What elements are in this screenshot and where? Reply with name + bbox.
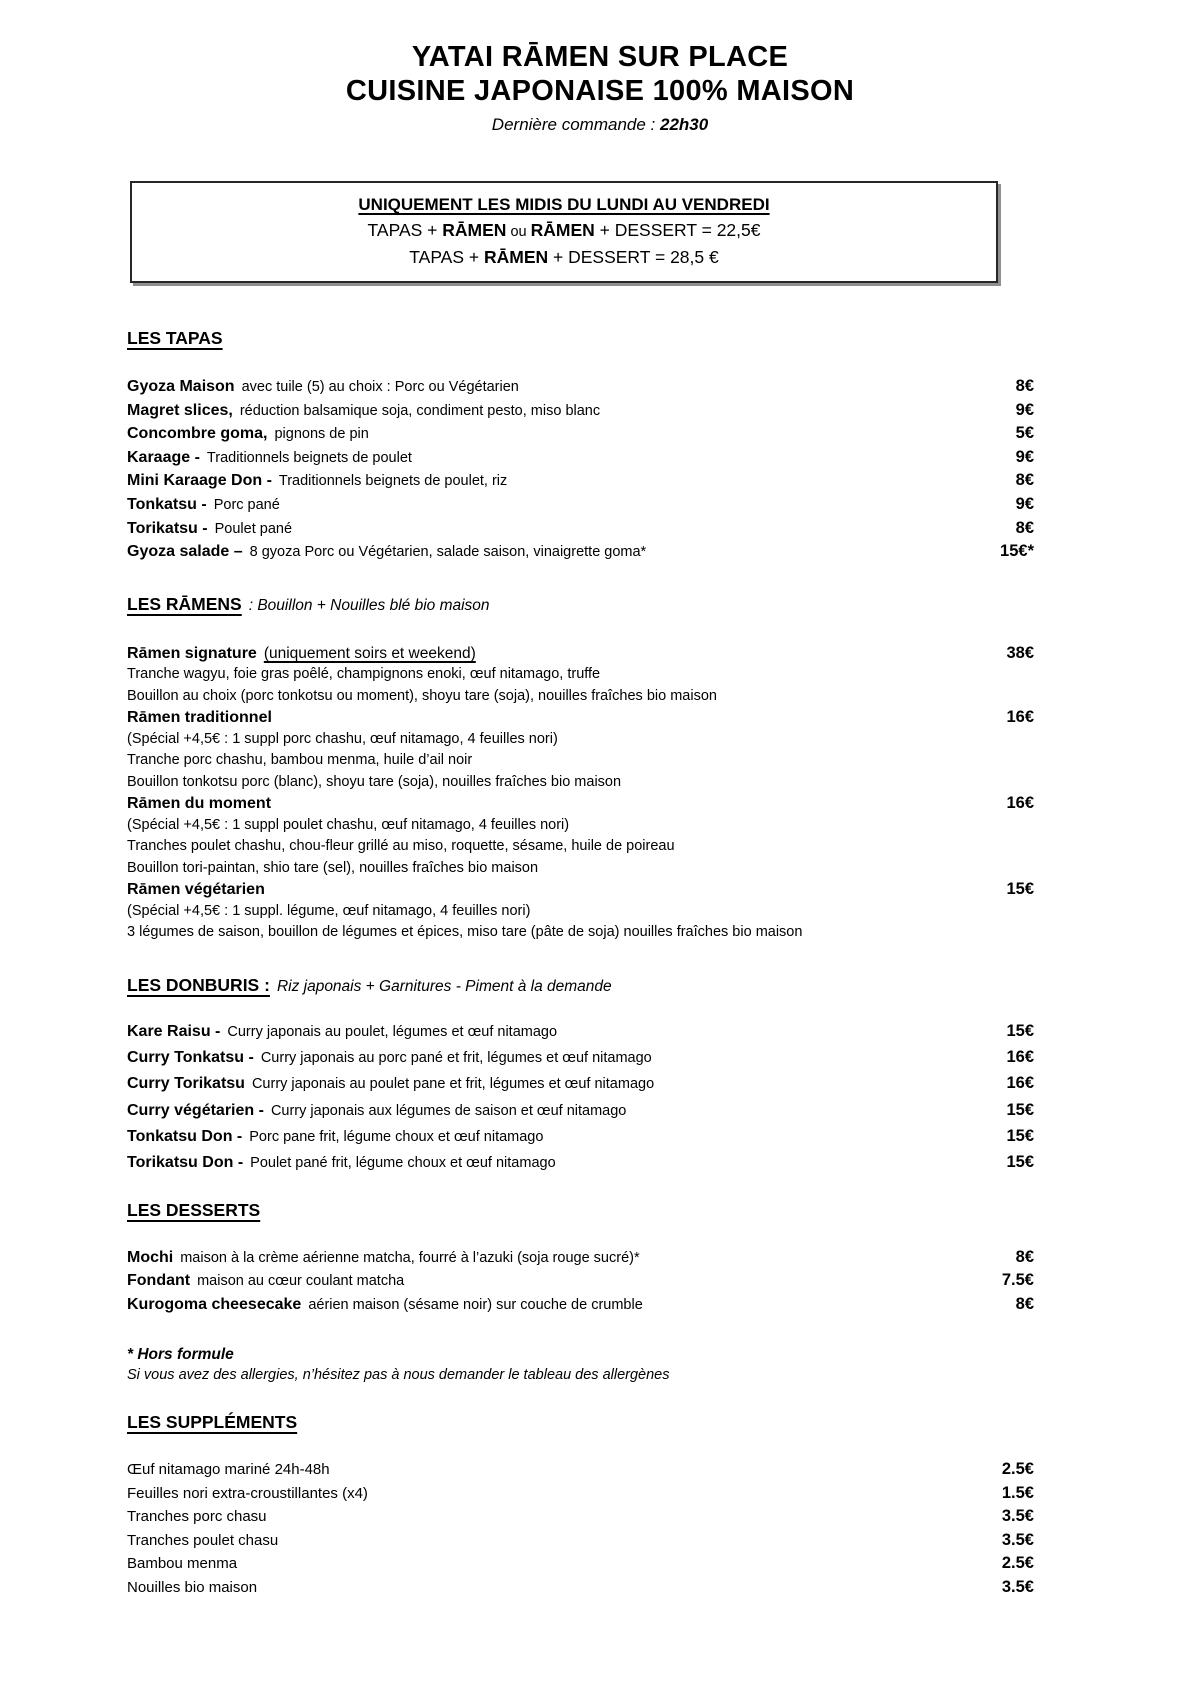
item-desc: pignons de pin (274, 426, 369, 443)
item-name: Tonkatsu - (127, 495, 207, 513)
formule-line-1 (142, 218, 986, 245)
menu-item (127, 1505, 1034, 1529)
ramens-heading-row (127, 594, 1034, 616)
item-name: Kurogoma cheesecake (127, 1295, 302, 1313)
item-name: Magret slices, (127, 401, 233, 419)
item-price: 15€ (1006, 1153, 1034, 1172)
menu-item (127, 1269, 1034, 1293)
item-price: 15€ (1006, 1021, 1034, 1040)
item-price: 9€ (1015, 447, 1034, 466)
item-desc: Poulet pané (214, 520, 293, 537)
item-name: Tranches porc chasu (127, 1508, 267, 1526)
hors-formule-note: * Hors formule (127, 1346, 234, 1364)
ramen-list (127, 643, 1034, 944)
supplements-heading: LES SUPPLÉMENTS (127, 1412, 298, 1433)
ramens-heading: LES RĀMENS (127, 593, 242, 614)
menu-item (127, 1576, 1034, 1600)
item-name: Kare Raisu - (127, 1022, 221, 1040)
restaurant-title-line2: CUISINE JAPONAISE 100% MAISON (345, 75, 855, 107)
donburis-heading: LES DONBURIS : (127, 974, 270, 995)
donburi-list (127, 1019, 1034, 1177)
item-price: 15€ (1006, 880, 1034, 899)
item-desc: Curry japonais au porc pané et frit, légumes et œuf nitamago (260, 1050, 652, 1067)
tapas-list (127, 375, 1034, 564)
supplements-heading-row (127, 1412, 1034, 1434)
item-availability-note: (uniquement soirs et weekend) (263, 644, 476, 662)
item-name: Tranches poulet chasu (127, 1531, 279, 1549)
footnotes (127, 1344, 1034, 1386)
formule-box (130, 181, 998, 283)
item-price: 15€ (1006, 1126, 1034, 1145)
item-price: 16€ (1006, 708, 1034, 727)
item-desc: maison au cœur coulant matcha (197, 1273, 405, 1290)
section-supplements (127, 1412, 1034, 1599)
menu-item (127, 375, 1034, 399)
item-desc: aérien maison (sésame noir) sur couche de crumble (308, 1296, 643, 1313)
item-desc: maison à la crème aérienne matcha, fourré à l’azuki (soja rouge sucré)* (180, 1249, 640, 1266)
item-price: 38€ (1006, 643, 1034, 662)
item-detail: Tranche wagyu, foie gras poêlé, champignons enoki, œuf nitamago, truffe (127, 666, 601, 683)
item-desc: réduction balsamique soja, condiment pesto, miso blanc (239, 402, 601, 419)
item-name: Rāmen végétarien (127, 881, 265, 899)
donburis-subtitle: Riz japonais + Garnitures - Piment à la demande (276, 977, 612, 995)
menu-item (127, 1124, 1034, 1150)
item-desc: avec tuile (5) au choix : Porc ou Végétarien (241, 379, 519, 395)
item-detail: Tranches poulet chashu, chou-fleur grillé au miso, roquette, sésame, huile de poireau (127, 838, 675, 855)
item-name: Mini Karaage Don - (127, 472, 272, 490)
item-price: 15€* (1000, 542, 1034, 561)
item-detail: Bouillon au choix (porc tonkotsu ou moment), shoyu tare (soja), nouilles fraîches bio maison (127, 687, 717, 704)
formule-heading: UNIQUEMENT LES MIDIS DU LUNDI AU VENDREDI (358, 195, 770, 214)
section-tapas (127, 328, 1034, 564)
allergy-note: Si vous avez des allergies, n’hésitez pas à nous demander le tableau des allergènes (127, 1367, 670, 1384)
formule-1-seg0: TAPAS + (367, 220, 443, 240)
menu-item (127, 540, 1034, 564)
item-price: 16€ (1006, 794, 1034, 813)
item-price: 3.5€ (1001, 1507, 1034, 1526)
dessert-list (127, 1246, 1034, 1317)
item-detail: Bouillon tori-paintan, shio tare (sel), nouilles fraîches bio maison (127, 859, 539, 876)
item-price: 9€ (1015, 494, 1034, 513)
section-donburis (127, 975, 1034, 1177)
desserts-heading-row (127, 1200, 1034, 1222)
formule-2-seg1: RĀMEN (483, 247, 549, 267)
item-price: 9€ (1015, 400, 1034, 419)
item-name: Bambou menma (127, 1555, 238, 1573)
item-price: 5€ (1015, 424, 1034, 443)
menu-item (127, 1045, 1034, 1071)
item-desc: Curry japonais au poulet, légumes et œuf nitamago (227, 1023, 558, 1040)
menu-item (127, 446, 1034, 470)
item-price: 8€ (1015, 1247, 1034, 1266)
menu-item (127, 1071, 1034, 1097)
menu-item (127, 1019, 1034, 1045)
item-price: 16€ (1006, 1048, 1034, 1067)
item-price: 1.5€ (1001, 1483, 1034, 1502)
item-name: Curry végétarien - (127, 1101, 264, 1119)
menu-item (127, 1246, 1034, 1270)
menu-item (127, 399, 1034, 423)
section-desserts (127, 1200, 1034, 1317)
item-price: 15€ (1006, 1100, 1034, 1119)
header (0, 0, 1200, 135)
tapas-heading-row (127, 328, 1034, 350)
ramen-item (127, 643, 1034, 708)
menu-item (127, 1150, 1034, 1176)
formule-1-seg3: RĀMEN (530, 220, 595, 240)
item-detail: 3 légumes de saison, bouillon de légumes et épices, miso tare (pâte de soja) nouilles fraîches bio maison (127, 924, 803, 941)
item-name: Mochi (127, 1248, 174, 1266)
item-price: 2.5€ (1001, 1460, 1034, 1479)
item-price: 8€ (1015, 377, 1034, 395)
item-desc: Curry japonais au poulet pane et frit, légumes et œuf nitamago (251, 1076, 655, 1093)
section-ramens (127, 594, 1034, 944)
item-name: Curry Tonkatsu - (127, 1049, 254, 1067)
item-name: Concombre goma, (127, 425, 268, 443)
formule-2-seg2: + DESSERT = 28,5 € (548, 247, 719, 267)
last-order-time: 22h30 (660, 115, 709, 134)
item-name: Feuilles nori extra-croustillantes (x4) (127, 1484, 368, 1502)
item-desc: Poulet pané frit, légume choux et œuf nitamago (250, 1155, 556, 1172)
menu-item (127, 1552, 1034, 1576)
item-price: 8€ (1015, 518, 1034, 537)
menu-item (127, 469, 1034, 493)
item-price: 8€ (1015, 1294, 1034, 1313)
formule-1-seg2: ou (506, 224, 531, 240)
donburis-heading-row (127, 975, 1034, 997)
item-name: Torikatsu Don - (127, 1154, 244, 1172)
item-desc: Porc pane frit, légume choux et œuf nitamago (249, 1128, 544, 1145)
formule-2-seg0: TAPAS + (409, 247, 484, 267)
item-price: 2.5€ (1001, 1554, 1034, 1573)
item-name: Rāmen signature (127, 644, 257, 662)
item-name: Gyoza salade – (127, 543, 243, 561)
item-desc: Curry japonais aux légumes de saison et œuf nitamago (270, 1102, 627, 1119)
menu-item (127, 1098, 1034, 1124)
item-name: Œuf nitamago mariné 24h-48h (127, 1461, 330, 1479)
item-detail: Bouillon tonkotsu porc (blanc), shoyu tare (soja), nouilles fraîches bio maison (127, 773, 622, 790)
item-name: Torikatsu - (127, 519, 208, 537)
last-order-label: Dernière commande : (491, 115, 656, 134)
menu-content (127, 328, 1034, 1599)
item-name: Fondant (127, 1272, 191, 1290)
item-name: Rāmen du moment (127, 795, 272, 813)
last-order (0, 115, 1200, 135)
restaurant-title-line1: YATAI RĀMEN SUR PLACE (411, 41, 789, 73)
item-price: 3.5€ (1001, 1530, 1034, 1549)
item-detail: (Spécial +4,5€ : 1 suppl. légume, œuf nitamago, 4 feuilles nori) (127, 902, 531, 919)
item-name: Karaage - (127, 448, 200, 466)
item-name: Gyoza Maison (127, 378, 235, 395)
item-desc: Porc pané (213, 496, 280, 513)
ramen-item (127, 707, 1034, 793)
menu-item (127, 1458, 1034, 1482)
item-price: 7.5€ (1001, 1271, 1034, 1290)
desserts-heading: LES DESSERTS (127, 1199, 261, 1220)
supplement-list (127, 1458, 1034, 1599)
ramen-item (127, 879, 1034, 944)
menu-item (127, 1482, 1034, 1506)
formule-1-seg4: + DESSERT = 22,5€ (594, 220, 761, 240)
tapas-heading: LES TAPAS (127, 328, 223, 348)
ramens-subtitle: : Bouillon + Nouilles blé bio maison (248, 596, 490, 614)
menu-item (127, 422, 1034, 446)
formule-line-2 (142, 245, 986, 270)
item-detail: Tranche porc chashu, bambou menma, huile d’ail noir (127, 752, 473, 769)
item-name: Rāmen traditionnel (127, 709, 272, 727)
item-name: Nouilles bio maison (127, 1578, 258, 1596)
menu-item (127, 517, 1034, 541)
item-name: Tonkatsu Don - (127, 1127, 243, 1145)
item-price: 8€ (1015, 471, 1034, 490)
formule-1-seg1: RĀMEN (442, 220, 507, 240)
item-detail: (Spécial +4,5€ : 1 suppl porc chashu, œuf nitamago, 4 feuilles nori) (127, 730, 558, 747)
menu-item (127, 1529, 1034, 1553)
menu-item (127, 493, 1034, 517)
item-desc: Traditionnels beignets de poulet (206, 449, 412, 466)
menu-item (127, 1293, 1034, 1317)
ramen-item (127, 793, 1034, 879)
item-desc: Traditionnels beignets de poulet, riz (278, 473, 508, 490)
item-desc: 8 gyoza Porc ou Végétarien, salade saison, vinaigrette goma* (249, 544, 647, 561)
item-name: Curry Torikatsu (127, 1075, 245, 1093)
item-detail: (Spécial +4,5€ : 1 suppl poulet chashu, œuf nitamago, 4 feuilles nori) (127, 816, 570, 833)
item-price: 16€ (1006, 1074, 1034, 1093)
item-price: 3.5€ (1001, 1577, 1034, 1596)
